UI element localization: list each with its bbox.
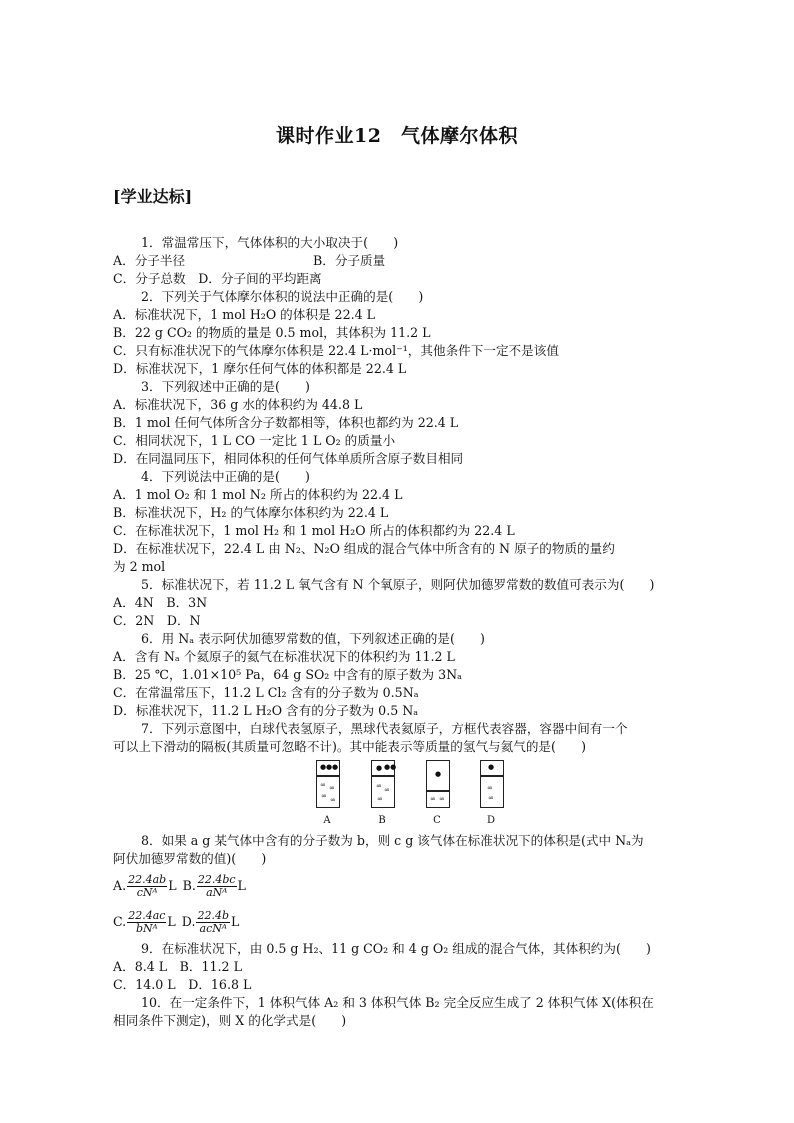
- unit: L: [167, 914, 176, 929]
- q8-option-a-fraction: [127, 874, 167, 899]
- helium-atom-icon: ●: [488, 763, 495, 771]
- q3-option-c: C．相同状况下，1 L CO 一定比 1 L O₂ 的质量小: [113, 433, 396, 448]
- helium-atom-icon: ●: [332, 763, 339, 771]
- q9-stem: 9．在标准状况下，由 0.5 g H₂、11 g CO₂ 和 4 g O₂ 组成的混合气体，其体积约为( ): [141, 941, 651, 956]
- divider-plate: [317, 775, 339, 777]
- q3-option-d: D．在同温同压下，相同体积的任何气体单质所含原子数目相同: [113, 451, 464, 466]
- hydrogen-molecule-icon: ∞: [377, 795, 383, 803]
- q5-options-cd: C．2N D．N: [113, 613, 201, 628]
- q2-option-a: A．标准状况下，1 mol H₂O 的体积是 22.4 L: [113, 307, 375, 322]
- hydrogen-molecule-icon: ∞: [376, 782, 382, 790]
- figure-label-d: D: [486, 815, 496, 826]
- q1-stem: 1．常温常压下，气体体积的大小取决于( ): [141, 235, 399, 250]
- q4-option-a: A．1 mol O₂ 和 1 mol N₂ 所占的体积约为 22.4 L: [113, 487, 403, 502]
- container-d-figure: [480, 760, 504, 808]
- unit: L: [231, 914, 240, 929]
- q3-option-b: B．1 mol 任何气体所含分子数都相等，体积也都约为 22.4 L: [113, 415, 459, 430]
- container-b-figure: [371, 760, 395, 808]
- denominator: cNᴬ: [136, 885, 158, 899]
- section-heading: [学业达标]: [113, 187, 193, 206]
- numerator: 22.4ac: [128, 908, 166, 922]
- hydrogen-molecule-icon: ∞: [329, 784, 335, 792]
- numerator: 22.4ab: [128, 872, 167, 886]
- question-list: [113, 234, 683, 1030]
- q2-stem: 2．下列关于气体摩尔体积的说法中正确的是( ): [141, 289, 424, 304]
- q3-option-a: A．标准状况下，36 g 水的体积约为 44.8 L: [113, 397, 363, 412]
- q8-options-cd: [113, 904, 683, 940]
- helium-molecule-icon: ●●: [384, 763, 397, 771]
- q8-option-b-label: B.: [182, 878, 196, 893]
- hydrogen-molecule-icon: ∞: [488, 794, 494, 802]
- q8-stem-line1: 8．如果 a g 某气体中含有的分子数为 b，则 c g 该气体在标准状况下的体积是(式中 Nₐ为: [141, 833, 644, 848]
- container-a-figure: [316, 760, 340, 808]
- helium-atom-icon: ●: [435, 770, 442, 778]
- q7-stem-line1: 7．下列示意图中，白球代表氢原子，黑球代表氦原子，方框代表容器，容器中间有一个: [141, 721, 628, 736]
- q8-stem-line2: 阿伏加德罗常数的值)( ): [113, 851, 267, 866]
- helium-atom-icon: ●: [326, 763, 333, 771]
- q3-stem: 3．下列叙述中正确的是( ): [141, 379, 310, 394]
- q6-option-d: D．标准状况下，11.2 L H₂O 含有的分子数为 0.5 Nₐ: [113, 703, 419, 718]
- q4-stem: 4．下列说法中正确的是( ): [141, 469, 310, 484]
- figure-label-c: C: [433, 815, 441, 826]
- hydrogen-molecule-icon: ∞: [430, 795, 436, 803]
- q6-option-b: B．25 ℃，1.01×10⁵ Pa，64 g SO₂ 中含有的原子数为 3Nₐ: [113, 667, 462, 682]
- q2-option-b: B．22 g CO₂ 的物质的量是 0.5 mol，其体积为 11.2 L: [113, 325, 431, 340]
- q5-stem: 5．标准状况下，若 11.2 L 氧气含有 N 个氧原子，则阿伏加德罗常数的数值可表示为( ): [141, 577, 655, 592]
- helium-molecule-icon: ●: [376, 764, 383, 772]
- q8-option-c-fraction: [127, 910, 166, 935]
- hydrogen-molecule-icon: ∞: [384, 786, 390, 794]
- q9-options-ab: A．8.4 L B．11.2 L: [113, 959, 242, 974]
- q8-options-ab: [113, 868, 683, 904]
- container-c-figure: [426, 760, 450, 808]
- denominator: aNᴬ: [206, 885, 228, 899]
- q9-options-cd: C．14.0 L D．16.8 L: [113, 977, 252, 992]
- q5-options-ab: A．4N B．3N: [113, 595, 208, 610]
- q8-option-d-fraction: [196, 910, 230, 935]
- numerator: 22.4b: [197, 908, 229, 922]
- q8-option-b-fraction: [197, 874, 237, 899]
- q4-option-c: C．在标准状况下，1 mol H₂ 和 1 mol H₂O 所占的体积都约为 22.4 L: [113, 523, 515, 538]
- hydrogen-molecule-icon: ∞: [330, 796, 336, 804]
- q2-option-c: C．只有标准状况下的气体摩尔体积是 22.4 L·mol⁻¹，其他条件下一定不是该值: [113, 343, 559, 358]
- numerator: 22.4bc: [197, 872, 236, 886]
- q1-options-ab: [113, 252, 683, 270]
- figure-label-a: A: [323, 815, 331, 826]
- denominator: acNᴬ: [199, 921, 227, 935]
- q6-stem: 6．用 Nₐ 表示阿伏加德罗常数的值，下列叙述正确的是( ): [141, 631, 485, 646]
- q8-option-d-label: D.: [181, 914, 196, 929]
- q7-figure-row: [113, 756, 683, 832]
- q1-options-cd: C．分子总数 D．分子间的平均距离: [113, 271, 322, 286]
- q8-option-c-label: C.: [113, 914, 127, 929]
- q6-option-c: C．在常温常压下，11.2 L Cl₂ 含有的分子数为 0.5Nₐ: [113, 685, 419, 700]
- helium-atom-icon: ●: [320, 763, 327, 771]
- q2-option-d: D．标准状况下，1 摩尔任何气体的体积都是 22.4 L: [113, 361, 407, 376]
- q4-option-d-line1: D．在标准状况下，22.4 L 由 N₂、N₂O 组成的混合气体中所含有的 N 原子的物质的量约: [113, 541, 615, 556]
- hydrogen-molecule-icon: ∞: [320, 781, 326, 789]
- q1-option-a: A．分子半径: [113, 253, 186, 268]
- q8-option-a-label: A.: [113, 878, 127, 893]
- unit: L: [237, 878, 246, 893]
- q7-stem-line2: 可以上下滑动的隔板(其质量可忽略不计)。其中能表示等质量的氢气与氦气的是( ): [113, 739, 587, 754]
- hydrogen-molecule-icon: ∞: [321, 792, 327, 800]
- figure-label-b: B: [378, 815, 386, 826]
- q10-stem-line1: 10．在一定条件下，1 体积气体 A₂ 和 3 体积气体 B₂ 完全反应生成了 2 体积气体 X(体积在: [141, 995, 654, 1010]
- divider-plate: [427, 790, 449, 792]
- q6-option-a: A．含有 Nₐ 个氦原子的氦气在标准状况下的体积约为 11.2 L: [113, 649, 455, 664]
- q1-option-b: B．分子质量: [313, 253, 386, 268]
- q4-option-d-line2: 为 2 mol: [113, 559, 166, 574]
- divider-plate: [372, 775, 394, 777]
- denominator: bNᴬ: [135, 921, 158, 935]
- q4-option-b: B．标准状况下，H₂ 的气体摩尔体积约为 22.4 L: [113, 505, 389, 520]
- unit: L: [168, 878, 177, 893]
- divider-plate: [481, 775, 503, 777]
- hydrogen-molecule-icon: ∞: [487, 784, 493, 792]
- hydrogen-molecule-icon: ∞: [439, 795, 445, 803]
- page-title: 课时作业12 气体摩尔体积: [276, 125, 518, 147]
- q10-stem-line2: 相同条件下测定)，则 X 的化学式是( ): [113, 1013, 347, 1028]
